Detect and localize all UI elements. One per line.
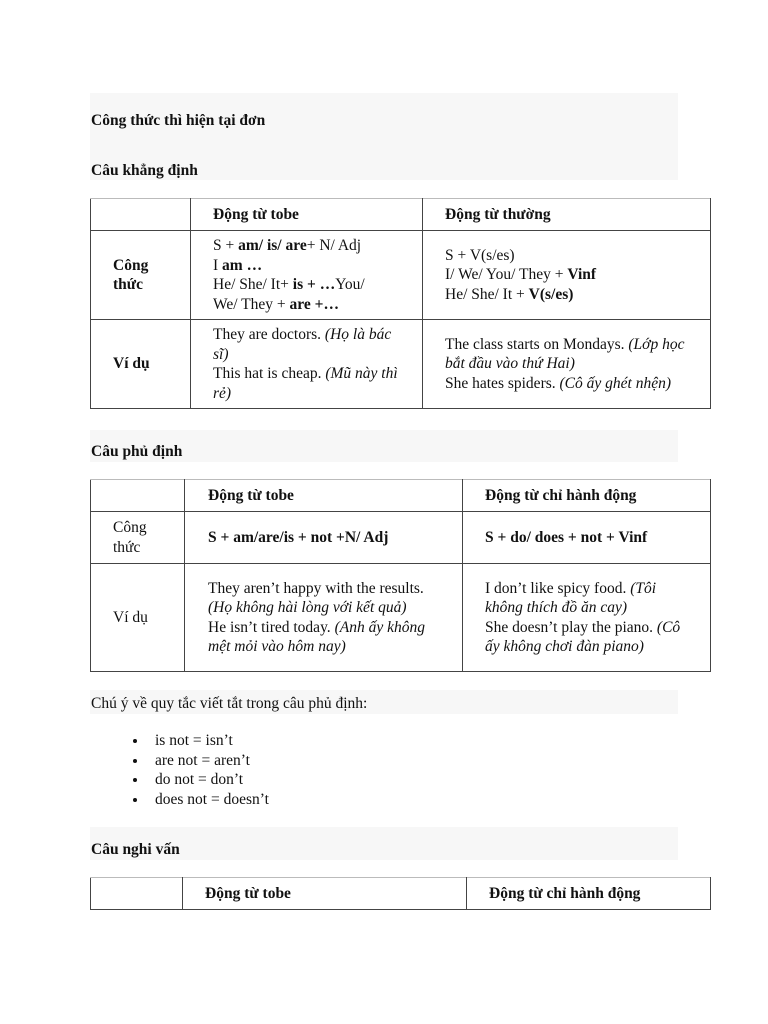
header-normal-verb: Động từ thường bbox=[423, 199, 711, 231]
affirmative-table bbox=[90, 198, 711, 409]
list-item: • does not = doesn’t bbox=[148, 790, 269, 810]
list-item: • is not = isn’t bbox=[148, 731, 269, 751]
negative-heading: Câu phủ định bbox=[91, 443, 183, 460]
header-action-verb: Động từ chỉ hành động bbox=[467, 878, 711, 910]
interrogative-heading: Câu nghi vấn bbox=[91, 841, 180, 858]
row-label-formula: Công thức bbox=[91, 231, 191, 320]
header-tobe: Động từ tobe bbox=[191, 199, 423, 231]
note-text: Chú ý về quy tắc viết tắt trong câu phủ định: bbox=[91, 695, 368, 712]
action-formula-cell: S + do/ does + not + Vinf bbox=[463, 512, 711, 564]
header-empty-cell bbox=[91, 878, 183, 910]
tobe-example-cell: They are doctors. (Họ là bác sĩ) This hat is cheap. (Mũ này thì rẻ) bbox=[191, 320, 423, 409]
tobe-formula-cell: S + am/ is/ are+ N/ Adj I am … He/ She/ It+ is + …You/ We/ They + are +… bbox=[191, 231, 423, 320]
abbreviation-list bbox=[110, 731, 269, 809]
header-tobe: Động từ tobe bbox=[185, 480, 463, 512]
affirmative-heading: Câu khẳng định bbox=[91, 162, 198, 179]
header-tobe: Động từ tobe bbox=[183, 878, 467, 910]
normal-formula-cell: S + V(s/es) I/ We/ You/ They + Vinf He/ She/ It + V(s/es) bbox=[423, 231, 711, 320]
page-title: Công thức thì hiện tại đơn bbox=[91, 112, 266, 129]
header-action-verb: Động từ chỉ hành động bbox=[463, 480, 711, 512]
tobe-formula-cell: S + am/are/is + not +N/ Adj bbox=[185, 512, 463, 564]
header-empty-cell bbox=[91, 480, 185, 512]
interrogative-table bbox=[90, 877, 711, 910]
row-label-formula: Công thức bbox=[91, 512, 185, 564]
negative-table bbox=[90, 479, 711, 672]
action-example-cell: I don’t like spicy food. (Tôi không thích đồ ăn cay) She doesn’t play the piano. (Cô ấy không chơi đàn piano) bbox=[463, 564, 711, 672]
row-label-example: Ví dụ bbox=[91, 564, 185, 672]
row-label-example: Ví dụ bbox=[91, 320, 191, 409]
list-item: • are not = aren’t bbox=[148, 751, 269, 771]
list-item: • do not = don’t bbox=[148, 770, 269, 790]
normal-example-cell: The class starts on Mondays. (Lớp học bắt đầu vào thứ Hai) She hates spiders. (Cô ấy ghét nhện) bbox=[423, 320, 711, 409]
header-empty-cell bbox=[91, 199, 191, 231]
tobe-example-cell: They aren’t happy with the results. (Họ không hài lòng với kết quả) He isn’t tired today. (Anh ấy không mệt mỏi vào hôm nay) bbox=[185, 564, 463, 672]
